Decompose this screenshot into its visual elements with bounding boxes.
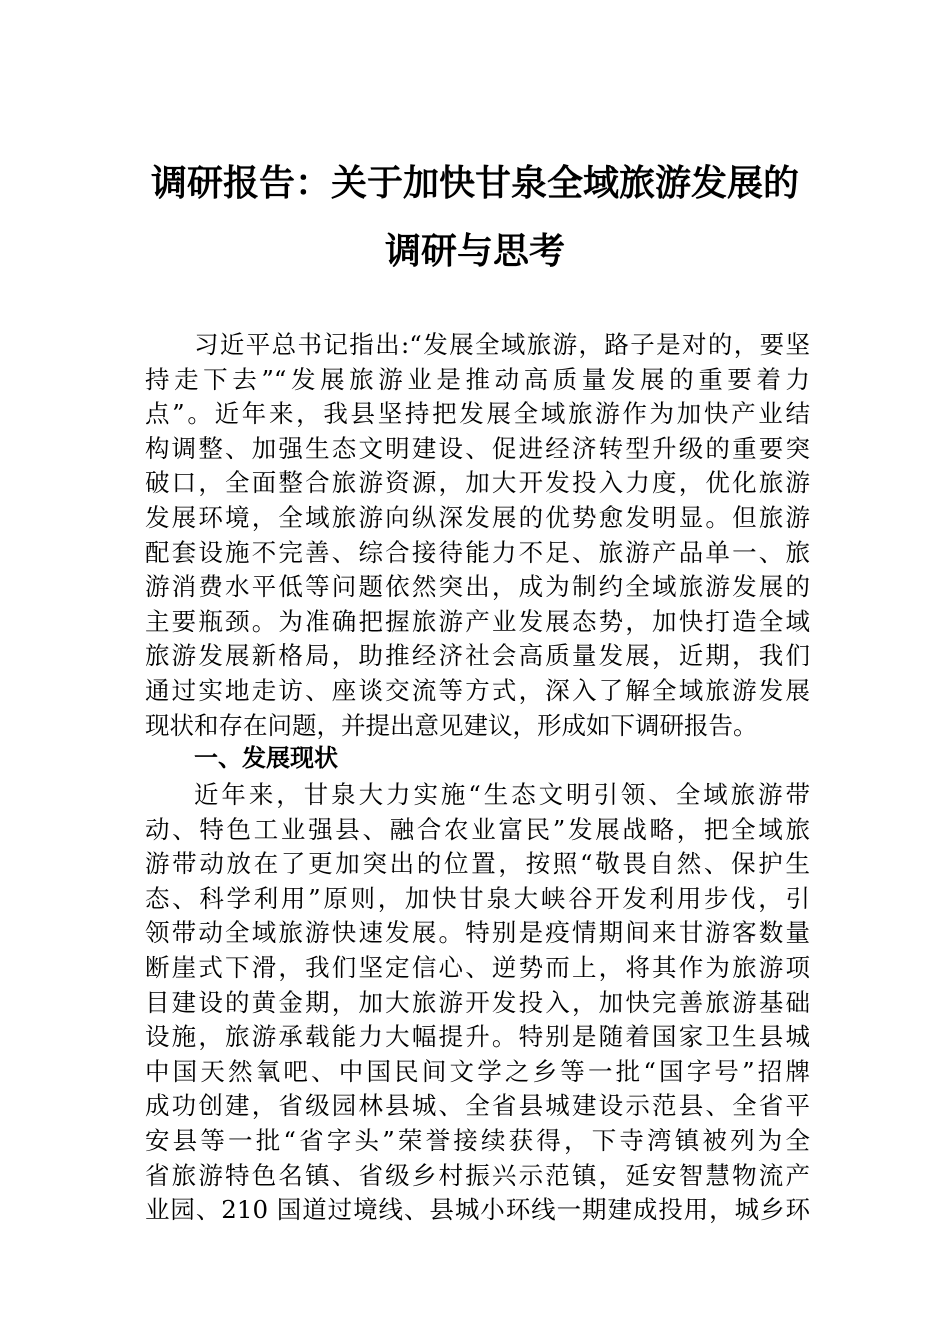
paragraph-line: 习近平总书记指出:“发展全域旅游，路子是对的，要坚 bbox=[194, 330, 810, 359]
paragraph-line: 近年来，甘泉大力实施“生态文明引领、全域旅游带 bbox=[194, 780, 810, 809]
paragraph-line: 设施，旅游承载能力大幅提升。特别是随着国家卫生县城 bbox=[145, 1022, 810, 1052]
paragraph-line: 省旅游特色名镇、省级乡村振兴示范镇，延安智慧物流产 bbox=[145, 1160, 810, 1190]
paragraph-line: 动、特色工业强县、融合农业富民”发展战略，把全域旅 bbox=[145, 814, 810, 844]
paragraph-line: 成功创建，省级园林县城、全省县城建设示范县、全省平 bbox=[145, 1091, 810, 1121]
section-paragraph bbox=[145, 778, 810, 1228]
paragraph-line: 态、科学利用”原则，加快甘泉大峡谷开发利用步伐，引 bbox=[145, 883, 810, 913]
paragraph-line: 现状和存在问题，并提出意见建议，形成如下调研报告。 bbox=[145, 710, 758, 740]
paragraph-line: 发展环境，全域旅游向纵深发展的优势愈发明显。但旅游 bbox=[145, 502, 810, 532]
paragraph-line: 主要瓶颈。为准确把握旅游产业发展态势，加快打造全域 bbox=[145, 606, 810, 636]
section-heading: 一、发展现状 bbox=[194, 744, 338, 772]
paragraph-line: 安县等一批“省字头”荣誉接续获得，下寺湾镇被列为全 bbox=[145, 1125, 810, 1155]
document-title-line-2: 调研与思考 bbox=[384, 230, 565, 272]
paragraph-line: 领带动全域旅游快速发展。特别是疫情期间来甘游客数量 bbox=[145, 918, 810, 948]
paragraph-line: 断崖式下滑，我们坚定信心、逆势而上，将其作为旅游项 bbox=[145, 952, 810, 982]
paragraph-line: 点”。近年来，我县坚持把发展全域旅游作为加快产业结 bbox=[145, 399, 810, 429]
paragraph-line: 中国天然氧吧、中国民间文学之乡等一批“国字号”招牌 bbox=[145, 1056, 810, 1086]
paragraph-line: 构调整、加强生态文明建设、促进经济转型升级的重要突 bbox=[145, 433, 810, 463]
document-title-line-1: 调研报告：关于加快甘泉全域旅游发展的 bbox=[150, 162, 799, 204]
paragraph-line: 配套设施不完善、综合接待能力不足、旅游产品单一、旅 bbox=[145, 537, 810, 567]
paragraph-line: 通过实地走访、座谈交流等方式，深入了解全域旅游发展 bbox=[145, 675, 810, 705]
paragraph-line: 持走下去”“发展旅游业是推动高质量发展的重要着力 bbox=[145, 364, 810, 394]
paragraph-line: 破口，全面整合旅游资源，加大开发投入力度，优化旅游 bbox=[145, 468, 810, 498]
paragraph-line: 业园、210 国道过境线、县城小环线一期建成投用，城乡环 bbox=[145, 1195, 810, 1225]
intro-paragraph bbox=[145, 328, 810, 743]
paragraph-line: 游带动放在了更加突出的位置，按照“敬畏自然、保护生 bbox=[145, 849, 810, 879]
paragraph-line: 目建设的黄金期，加大旅游开发投入，加快完善旅游基础 bbox=[145, 987, 810, 1017]
paragraph-line: 旅游发展新格局，助推经济社会高质量发展，近期，我们 bbox=[145, 641, 810, 671]
paragraph-line: 游消费水平低等问题依然突出，成为制约全域旅游发展的 bbox=[145, 572, 810, 602]
